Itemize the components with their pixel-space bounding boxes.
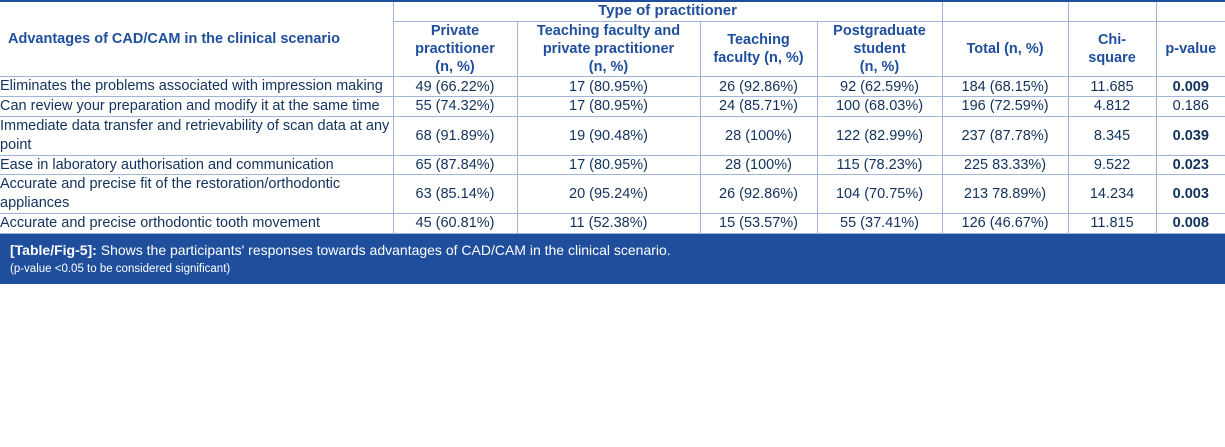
cell-private: 65 (87.84%) <box>393 155 517 175</box>
cell-teaching: 15 (53.57%) <box>700 214 817 234</box>
cell-p-value: 0.023 <box>1156 155 1225 175</box>
cell-teaching-private: 17 (80.95%) <box>517 96 700 116</box>
blank-header-chi <box>1068 1 1156 21</box>
table-header-row-group <box>0 1 1225 21</box>
cell-postgrad: 122 (82.99%) <box>817 116 942 155</box>
cell-chi-square: 14.234 <box>1068 175 1156 214</box>
group-header-type-of-practitioner: Type of practitioner <box>393 1 942 21</box>
row-label: Accurate and precise orthodontic tooth movement <box>0 214 393 234</box>
cell-teaching-private: 19 (90.48%) <box>517 116 700 155</box>
cell-total: 225 83.33%) <box>942 155 1068 175</box>
cell-total: 237 (87.78%) <box>942 116 1068 155</box>
cell-postgrad: 104 (70.75%) <box>817 175 942 214</box>
cell-postgrad: 92 (62.59%) <box>817 77 942 97</box>
cell-p-value: 0.186 <box>1156 96 1225 116</box>
row-label-header-cell <box>0 1 393 77</box>
cell-teaching: 28 (100%) <box>700 116 817 155</box>
col-header-teaching-faculty: Teaching faculty (n, %) <box>700 21 817 76</box>
cell-total: 184 (68.15%) <box>942 77 1068 97</box>
cell-chi-square: 9.522 <box>1068 155 1156 175</box>
cell-teaching: 26 (92.86%) <box>700 77 817 97</box>
row-label: Immediate data transfer and retrievability of scan data at any point <box>0 116 393 155</box>
blank-header-total <box>942 1 1068 21</box>
cell-chi-square: 8.345 <box>1068 116 1156 155</box>
col-header-chi-square: Chi- square <box>1068 21 1156 76</box>
cell-private: 68 (91.89%) <box>393 116 517 155</box>
caption-note: (p-value <0.05 to be considered significant) <box>10 262 231 275</box>
cell-p-value: 0.008 <box>1156 214 1225 234</box>
cell-teaching: 24 (85.71%) <box>700 96 817 116</box>
cell-teaching: 26 (92.86%) <box>700 175 817 214</box>
table-row <box>0 116 1225 155</box>
cell-p-value: 0.039 <box>1156 116 1225 155</box>
col-header-postgraduate-student: Postgraduate student (n, %) <box>817 21 942 76</box>
cell-private: 55 (74.32%) <box>393 96 517 116</box>
cell-teaching: 28 (100%) <box>700 155 817 175</box>
col-header-teaching-faculty-and-private-practitioner: Teaching faculty and private practitioner (n, %) <box>517 21 700 76</box>
col-header-p-value: p-value <box>1156 21 1225 76</box>
blank-header-p <box>1156 1 1225 21</box>
col-header-total: Total (n, %) <box>942 21 1068 76</box>
cell-private: 49 (66.22%) <box>393 77 517 97</box>
row-label-header: Advantages of CAD/CAM in the clinical scenario <box>8 31 340 47</box>
table-row <box>0 214 1225 234</box>
cell-postgrad: 115 (78.23%) <box>817 155 942 175</box>
cell-teaching-private: 11 (52.38%) <box>517 214 700 234</box>
col-header-private-practitioner: Private practitioner (n, %) <box>393 21 517 76</box>
cell-total: 196 (72.59%) <box>942 96 1068 116</box>
cell-total: 213 78.89%) <box>942 175 1068 214</box>
table-row <box>0 96 1225 116</box>
caption-label: [Table/Fig-5]: <box>10 241 97 258</box>
row-label: Can review your preparation and modify it at the same time <box>0 96 393 116</box>
table-row <box>0 175 1225 214</box>
table-caption <box>0 234 1225 284</box>
row-label: Accurate and precise fit of the restoration/orthodontic appliances <box>0 175 393 214</box>
row-label: Eliminates the problems associated with impression making <box>0 77 393 97</box>
cell-teaching-private: 17 (80.95%) <box>517 155 700 175</box>
row-label: Ease in laboratory authorisation and communication <box>0 155 393 175</box>
table-row <box>0 77 1225 97</box>
cell-private: 45 (60.81%) <box>393 214 517 234</box>
cell-total: 126 (46.67%) <box>942 214 1068 234</box>
cell-chi-square: 11.815 <box>1068 214 1156 234</box>
table-row <box>0 155 1225 175</box>
cell-chi-square: 11.685 <box>1068 77 1156 97</box>
cell-private: 63 (85.14%) <box>393 175 517 214</box>
caption-text-line <box>10 241 1215 260</box>
caption-text: Shows the participants' responses towards advantages of CAD/CAM in the clinical scenario. <box>100 241 671 258</box>
cell-p-value: 0.009 <box>1156 77 1225 97</box>
cell-p-value: 0.003 <box>1156 175 1225 214</box>
cell-postgrad: 100 (68.03%) <box>817 96 942 116</box>
cell-teaching-private: 17 (80.95%) <box>517 77 700 97</box>
cell-teaching-private: 20 (95.24%) <box>517 175 700 214</box>
cell-postgrad: 55 (37.41%) <box>817 214 942 234</box>
cell-chi-square: 4.812 <box>1068 96 1156 116</box>
